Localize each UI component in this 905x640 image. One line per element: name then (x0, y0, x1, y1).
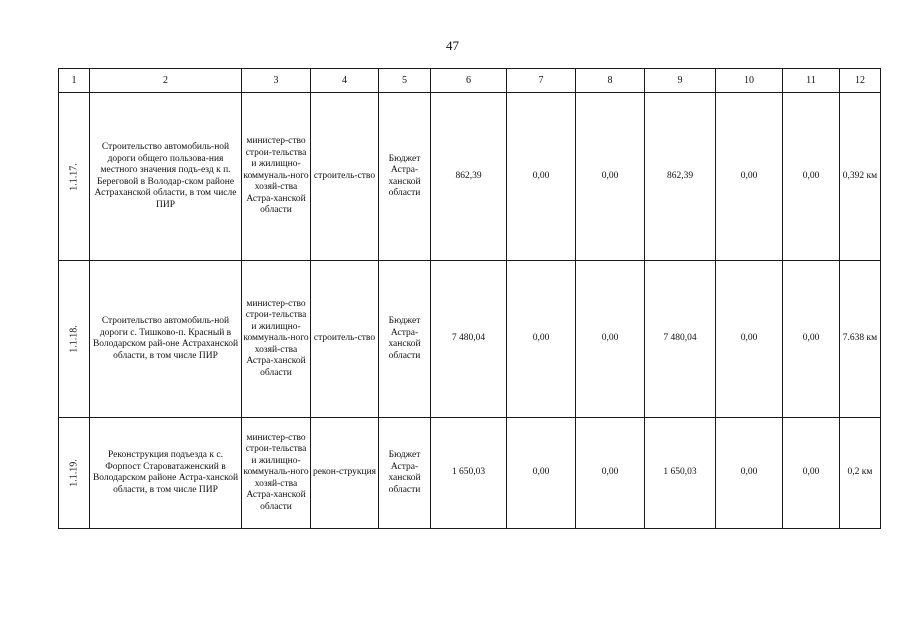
value-cell: 7 480,04 (431, 261, 507, 418)
row-number-cell (59, 261, 90, 418)
value-cell: 0,00 (576, 418, 645, 529)
data-table (58, 68, 881, 529)
length-cell: 7.638 км (840, 261, 881, 418)
header-cell: 4 (311, 69, 379, 93)
funding-source-cell: Бюджет Астра-ханской области (379, 93, 431, 261)
header-cell: 2 (90, 69, 242, 93)
project-name-cell: Реконструкция подъезда к с. Форпост Староватаженский в Володарском районе Астра-ханской области, в том числе ПИР (90, 418, 242, 529)
table-header-row (59, 69, 881, 93)
work-type-cell: строитель-ство (311, 261, 379, 418)
header-cell: 8 (576, 69, 645, 93)
value-cell: 0,00 (507, 261, 576, 418)
organization-cell: министер-ство строи-тельства и жилищно-коммуналь-ного хозяй-ства Астра-ханской области (242, 261, 311, 418)
funding-source-cell: Бюджет Астра-ханской области (379, 418, 431, 529)
value-cell: 0,00 (783, 418, 840, 529)
value-cell: 1 650,03 (645, 418, 716, 529)
header-cell: 7 (507, 69, 576, 93)
value-cell: 0,00 (507, 418, 576, 529)
header-cell: 10 (716, 69, 783, 93)
row-number: 1.1.19. (68, 459, 80, 487)
value-cell: 0,00 (783, 261, 840, 418)
organization-cell: министер-ство строи-тельства и жилищно-коммуналь-ного хозяй-ства Астра-ханской области (242, 93, 311, 261)
row-number-cell (59, 418, 90, 529)
work-type-cell: рекон-струкция (311, 418, 379, 529)
header-cell: 5 (379, 69, 431, 93)
value-cell: 0,00 (576, 93, 645, 261)
row-number-cell (59, 93, 90, 261)
header-cell: 12 (840, 69, 881, 93)
header-cell: 3 (242, 69, 311, 93)
value-cell: 0,00 (507, 93, 576, 261)
value-cell: 0,00 (716, 93, 783, 261)
table-row (59, 261, 881, 418)
value-cell: 0,00 (783, 93, 840, 261)
page-number: 47 (446, 38, 459, 53)
header-cell: 6 (431, 69, 507, 93)
length-cell: 0,392 км (840, 93, 881, 261)
project-name-cell: Строительство автомобиль-ной дороги с. Тишково-п. Красный в Володарском рай-оне Астраханской области, в том числе ПИР (90, 261, 242, 418)
value-cell: 0,00 (716, 261, 783, 418)
row-number: 1.1.17. (68, 162, 80, 191)
length-cell: 0,2 км (840, 418, 881, 529)
value-cell: 0,00 (576, 261, 645, 418)
table-row (59, 418, 881, 529)
value-cell: 1 650,03 (431, 418, 507, 529)
project-name-cell: Строительство автомобиль-ной дороги общего пользова-ния местного значения подъ-езд к п. Береговой в Володар-ском районе Астраханской области, в том числе ПИР (90, 93, 242, 261)
work-type-cell: строитель-ство (311, 93, 379, 261)
header-cell: 11 (783, 69, 840, 93)
header-cell: 1 (59, 69, 90, 93)
organization-cell: министер-ство строи-тельства и жилищно-коммуналь-ного хозяй-ства Астра-ханской области (242, 418, 311, 529)
value-cell: 0,00 (716, 418, 783, 529)
funding-source-cell: Бюджет Астра-ханской области (379, 261, 431, 418)
row-number: 1.1.18. (68, 325, 80, 353)
value-cell: 862,39 (431, 93, 507, 261)
value-cell: 862,39 (645, 93, 716, 261)
header-cell: 9 (645, 69, 716, 93)
table-row (59, 93, 881, 261)
value-cell: 7 480,04 (645, 261, 716, 418)
